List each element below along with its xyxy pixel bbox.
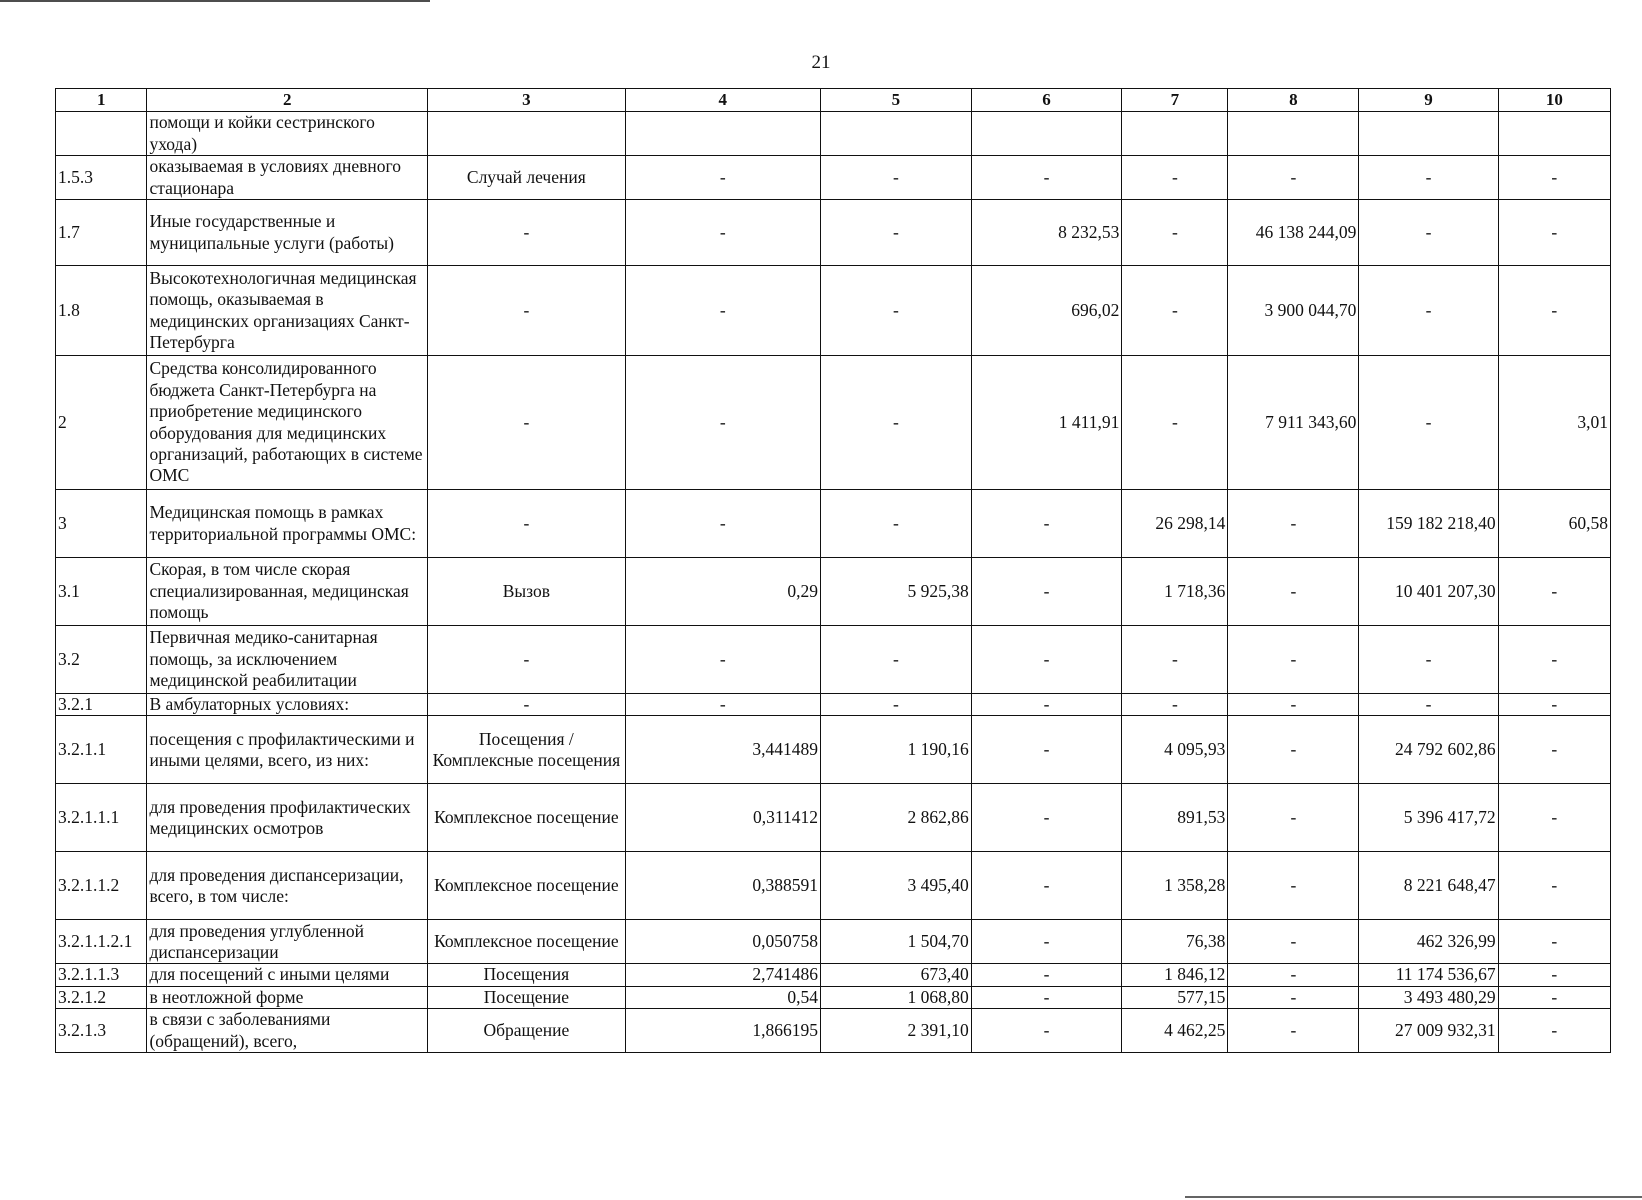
column-header: 8 xyxy=(1228,89,1359,112)
value-col-7 xyxy=(1122,112,1228,156)
column-header: 7 xyxy=(1122,89,1228,112)
row-unit: - xyxy=(428,694,625,716)
value-col-4: 3,441489 xyxy=(625,716,820,784)
value-col-8: 3 900 044,70 xyxy=(1228,266,1359,356)
value-col-5: 2 391,10 xyxy=(821,1009,972,1053)
row-unit: Обращение xyxy=(428,1009,625,1053)
value-col-4: 1,866195 xyxy=(625,1009,820,1053)
column-header: 3 xyxy=(428,89,625,112)
value-col-4: 0,050758 xyxy=(625,920,820,964)
value-col-8: - xyxy=(1228,716,1359,784)
value-col-6: - xyxy=(971,694,1122,716)
table-row xyxy=(56,200,1611,266)
value-col-8: - xyxy=(1228,558,1359,626)
value-col-4: - xyxy=(625,626,820,694)
table-row xyxy=(56,716,1611,784)
value-col-6: - xyxy=(971,716,1122,784)
row-name: для посещений с иными целями xyxy=(147,964,428,986)
row-name: оказываемая в условиях дневного стационара xyxy=(147,156,428,200)
column-header: 2 xyxy=(147,89,428,112)
value-col-8: - xyxy=(1228,784,1359,852)
table-row xyxy=(56,626,1611,694)
value-col-9: 5 396 417,72 xyxy=(1359,784,1498,852)
row-unit: Посещения xyxy=(428,964,625,986)
value-col-10: - xyxy=(1498,200,1610,266)
value-col-7: 1 358,28 xyxy=(1122,852,1228,920)
value-col-7: 26 298,14 xyxy=(1122,490,1228,558)
table-row xyxy=(56,558,1611,626)
value-col-4: - xyxy=(625,694,820,716)
row-number: 3.2.1.2 xyxy=(56,986,147,1008)
row-unit: - xyxy=(428,266,625,356)
value-col-10: - xyxy=(1498,1009,1610,1053)
value-col-6: - xyxy=(971,626,1122,694)
value-col-4: - xyxy=(625,266,820,356)
value-col-6: - xyxy=(971,964,1122,986)
row-unit xyxy=(428,112,625,156)
value-col-4: 2,741486 xyxy=(625,964,820,986)
value-col-6: - xyxy=(971,920,1122,964)
row-number: 3 xyxy=(56,490,147,558)
row-name: Средства консолидированного бюджета Санкт-Петербурга на приобретение медицинского оборудования для медицинских организаций, работающих в системе ОМС xyxy=(147,356,428,490)
row-unit: Комплексное посещение xyxy=(428,852,625,920)
value-col-7: 4 095,93 xyxy=(1122,716,1228,784)
value-col-9 xyxy=(1359,112,1498,156)
value-col-10: - xyxy=(1498,694,1610,716)
row-unit: Посещение xyxy=(428,986,625,1008)
value-col-10: - xyxy=(1498,920,1610,964)
row-name: Медицинская помощь в рамках территориальной программы ОМС: xyxy=(147,490,428,558)
value-col-4: 0,388591 xyxy=(625,852,820,920)
value-col-7: - xyxy=(1122,200,1228,266)
value-col-4: 0,54 xyxy=(625,986,820,1008)
value-col-6: - xyxy=(971,558,1122,626)
page-number: 21 xyxy=(811,52,831,73)
value-col-5: 1 190,16 xyxy=(821,716,972,784)
value-col-8 xyxy=(1228,112,1359,156)
value-col-8: - xyxy=(1228,1009,1359,1053)
value-col-7: 577,15 xyxy=(1122,986,1228,1008)
value-col-5: 2 862,86 xyxy=(821,784,972,852)
row-number: 2 xyxy=(56,356,147,490)
value-col-9: 10 401 207,30 xyxy=(1359,558,1498,626)
value-col-7: - xyxy=(1122,356,1228,490)
value-col-7: - xyxy=(1122,156,1228,200)
row-unit: Комплексное посещение xyxy=(428,784,625,852)
row-number: 3.2.1.1.1 xyxy=(56,784,147,852)
table-row xyxy=(56,112,1611,156)
table-row xyxy=(56,964,1611,986)
value-col-9: 3 493 480,29 xyxy=(1359,986,1498,1008)
table-row xyxy=(56,784,1611,852)
row-name: Иные государственные и муниципальные услуги (работы) xyxy=(147,200,428,266)
value-col-10: 60,58 xyxy=(1498,490,1610,558)
value-col-10: - xyxy=(1498,558,1610,626)
value-col-5: 1 504,70 xyxy=(821,920,972,964)
value-col-4: - xyxy=(625,200,820,266)
row-name: для проведения углубленной диспансеризации xyxy=(147,920,428,964)
value-col-10: - xyxy=(1498,986,1610,1008)
value-col-6: 1 411,91 xyxy=(971,356,1122,490)
table-row xyxy=(56,266,1611,356)
row-number: 3.1 xyxy=(56,558,147,626)
table-body xyxy=(56,112,1611,1053)
value-col-6: - xyxy=(971,1009,1122,1053)
value-col-8: 46 138 244,09 xyxy=(1228,200,1359,266)
row-number: 1.7 xyxy=(56,200,147,266)
value-col-7: - xyxy=(1122,626,1228,694)
value-col-5: - xyxy=(821,356,972,490)
value-col-6: 696,02 xyxy=(971,266,1122,356)
value-col-9: - xyxy=(1359,200,1498,266)
value-col-10: - xyxy=(1498,626,1610,694)
value-col-7: - xyxy=(1122,694,1228,716)
value-col-10: - xyxy=(1498,156,1610,200)
value-col-4: - xyxy=(625,156,820,200)
row-unit: - xyxy=(428,356,625,490)
value-col-4: 0,311412 xyxy=(625,784,820,852)
row-name: в связи с заболеваниями (обращений), всего, xyxy=(147,1009,428,1053)
value-col-10: - xyxy=(1498,716,1610,784)
value-col-5: - xyxy=(821,266,972,356)
value-col-10: - xyxy=(1498,964,1610,986)
row-number: 1.8 xyxy=(56,266,147,356)
row-number: 3.2.1.3 xyxy=(56,1009,147,1053)
value-col-8: - xyxy=(1228,852,1359,920)
row-number: 3.2.1.1.2 xyxy=(56,852,147,920)
value-col-6: - xyxy=(971,490,1122,558)
value-col-7: 1 846,12 xyxy=(1122,964,1228,986)
value-col-5: 3 495,40 xyxy=(821,852,972,920)
value-col-9: - xyxy=(1359,156,1498,200)
column-header: 9 xyxy=(1359,89,1498,112)
data-table xyxy=(55,88,1611,1053)
table-row xyxy=(56,490,1611,558)
value-col-4: 0,29 xyxy=(625,558,820,626)
row-name: посещения с профилактическими и иными целями, всего, из них: xyxy=(147,716,428,784)
table-row xyxy=(56,356,1611,490)
value-col-7: 76,38 xyxy=(1122,920,1228,964)
value-col-10: - xyxy=(1498,784,1610,852)
row-unit: - xyxy=(428,490,625,558)
table-row xyxy=(56,986,1611,1008)
value-col-4 xyxy=(625,112,820,156)
row-unit: Вызов xyxy=(428,558,625,626)
value-col-6: - xyxy=(971,156,1122,200)
row-name: для проведения профилактических медицинских осмотров xyxy=(147,784,428,852)
value-col-9: 24 792 602,86 xyxy=(1359,716,1498,784)
value-col-9: - xyxy=(1359,626,1498,694)
table-row xyxy=(56,852,1611,920)
value-col-8: - xyxy=(1228,694,1359,716)
value-col-8: - xyxy=(1228,490,1359,558)
value-col-10: - xyxy=(1498,852,1610,920)
value-col-10: - xyxy=(1498,266,1610,356)
row-unit: Посещения / Комплексные посещения xyxy=(428,716,625,784)
value-col-8: - xyxy=(1228,986,1359,1008)
value-col-6: - xyxy=(971,784,1122,852)
row-number: 3.2 xyxy=(56,626,147,694)
value-col-9: 11 174 536,67 xyxy=(1359,964,1498,986)
column-header: 1 xyxy=(56,89,147,112)
row-name: Скорая, в том числе скорая специализированная, медицинская помощь xyxy=(147,558,428,626)
value-col-8: - xyxy=(1228,626,1359,694)
value-col-9: - xyxy=(1359,356,1498,490)
table-header-row xyxy=(56,89,1611,112)
value-col-4: - xyxy=(625,356,820,490)
value-col-6: - xyxy=(971,852,1122,920)
row-unit: - xyxy=(428,626,625,694)
column-header: 4 xyxy=(625,89,820,112)
scan-edge-bottom xyxy=(1185,1196,1642,1198)
value-col-9: - xyxy=(1359,694,1498,716)
value-col-5: - xyxy=(821,200,972,266)
value-col-9: 462 326,99 xyxy=(1359,920,1498,964)
row-unit: - xyxy=(428,200,625,266)
table-row xyxy=(56,1009,1611,1053)
value-col-5: 1 068,80 xyxy=(821,986,972,1008)
value-col-9: 8 221 648,47 xyxy=(1359,852,1498,920)
row-number xyxy=(56,112,147,156)
value-col-6: 8 232,53 xyxy=(971,200,1122,266)
value-col-8: - xyxy=(1228,964,1359,986)
row-name: Первичная медико-санитарная помощь, за исключением медицинской реабилитации xyxy=(147,626,428,694)
value-col-9: 27 009 932,31 xyxy=(1359,1009,1498,1053)
row-unit: Комплексное посещение xyxy=(428,920,625,964)
table-row xyxy=(56,920,1611,964)
value-col-10: 3,01 xyxy=(1498,356,1610,490)
value-col-5: - xyxy=(821,490,972,558)
row-name: В амбулаторных условиях: xyxy=(147,694,428,716)
row-number: 3.2.1.1 xyxy=(56,716,147,784)
value-col-5: - xyxy=(821,694,972,716)
row-unit: Случай лечения xyxy=(428,156,625,200)
column-header: 10 xyxy=(1498,89,1610,112)
value-col-5: - xyxy=(821,626,972,694)
row-name: Высокотехнологичная медицинская помощь, оказываемая в медицинских организациях Санкт-Петербурга xyxy=(147,266,428,356)
value-col-4: - xyxy=(625,490,820,558)
value-col-9: - xyxy=(1359,266,1498,356)
value-col-8: - xyxy=(1228,156,1359,200)
row-name: в неотложной форме xyxy=(147,986,428,1008)
value-col-7: 4 462,25 xyxy=(1122,1009,1228,1053)
value-col-8: 7 911 343,60 xyxy=(1228,356,1359,490)
scan-edge-top xyxy=(0,0,430,2)
value-col-7: - xyxy=(1122,266,1228,356)
row-name: помощи и койки сестринского ухода) xyxy=(147,112,428,156)
value-col-5: 5 925,38 xyxy=(821,558,972,626)
row-number: 3.2.1 xyxy=(56,694,147,716)
value-col-7: 891,53 xyxy=(1122,784,1228,852)
value-col-5: 673,40 xyxy=(821,964,972,986)
row-name: для проведения диспансеризации, всего, в том числе: xyxy=(147,852,428,920)
column-header: 5 xyxy=(821,89,972,112)
column-header: 6 xyxy=(971,89,1122,112)
value-col-6 xyxy=(971,112,1122,156)
row-number: 3.2.1.1.3 xyxy=(56,964,147,986)
value-col-5: - xyxy=(821,156,972,200)
value-col-7: 1 718,36 xyxy=(1122,558,1228,626)
row-number: 1.5.3 xyxy=(56,156,147,200)
value-col-9: 159 182 218,40 xyxy=(1359,490,1498,558)
value-col-5 xyxy=(821,112,972,156)
value-col-10 xyxy=(1498,112,1610,156)
row-number: 3.2.1.1.2.1 xyxy=(56,920,147,964)
table-row xyxy=(56,694,1611,716)
table-row xyxy=(56,156,1611,200)
value-col-6: - xyxy=(971,986,1122,1008)
value-col-8: - xyxy=(1228,920,1359,964)
